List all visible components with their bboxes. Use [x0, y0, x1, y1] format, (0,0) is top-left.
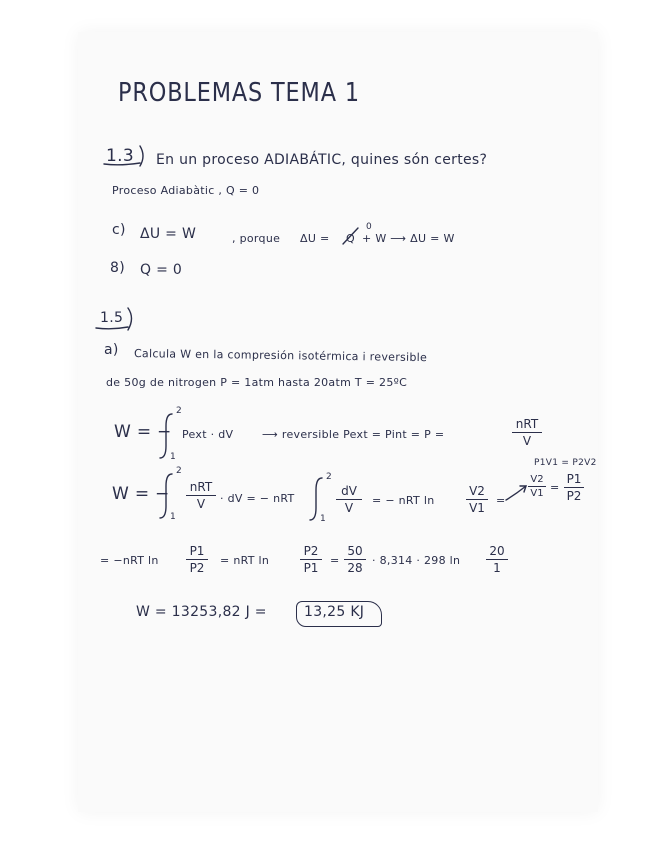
- result-line: W = 13253,82 J =: [136, 604, 267, 620]
- reversible-note: ⟶ reversible Pext = Pint = P =: [262, 428, 445, 441]
- option-c-porque: , porque: [232, 232, 281, 245]
- fraction-denominator: V1: [469, 501, 485, 515]
- fraction-numerator: V2: [530, 474, 544, 485]
- fraction-denominator: 28: [347, 561, 363, 575]
- w-line3-start: = −nRT ln: [100, 554, 159, 567]
- underline-1-5: [96, 327, 128, 329]
- side-arrow: [506, 486, 526, 500]
- fraction-numerator: P1: [566, 472, 582, 486]
- fraction-denominator: P2: [189, 561, 205, 575]
- w-line3-eq: =: [330, 554, 340, 567]
- problem-1-5-label: 1.5: [100, 310, 124, 326]
- problem-1-3-question: En un proceso ADIABÁTIC, quines són certes?: [156, 152, 488, 168]
- fraction-denominator: V: [344, 501, 354, 515]
- option-c-expl-part2: + W ⟶ ΔU = W: [362, 232, 455, 245]
- page-title: PROBLEMAS TEMA 1: [118, 78, 360, 108]
- fraction-numerator: 50: [347, 544, 363, 558]
- option-c-expl-part1: ΔU =: [300, 232, 330, 245]
- integral3-upper-limit: 2: [326, 472, 333, 482]
- fraction-numerator: nRT: [189, 480, 213, 494]
- fraction-numerator: dV: [341, 484, 357, 498]
- integral2-lower-limit: 1: [170, 512, 177, 522]
- underline-1-3: [104, 163, 140, 165]
- integral-sign-3: [310, 478, 322, 520]
- w-line3-values: · 8,314 · 298 ln: [372, 554, 461, 567]
- result-boxed-value: 13,25 KJ: [304, 604, 365, 620]
- fraction-numerator: V2: [469, 484, 485, 498]
- side-equals: =: [550, 481, 560, 494]
- fraction-denominator: P2: [566, 489, 582, 503]
- fraction-numerator: P2: [303, 544, 319, 558]
- integral-upper-limit: 2: [176, 406, 183, 416]
- w-line2-mid: · dV = − nRT: [220, 492, 295, 505]
- option-c-zero-mark: 0: [366, 222, 373, 232]
- fraction-denominator: 1: [493, 561, 501, 575]
- w-line2-start: W = −: [112, 484, 170, 504]
- option-b-equation: Q = 0: [140, 262, 183, 278]
- problem-1-5-line1: Calcula W en la compresión isotérmica i reversible: [133, 347, 428, 365]
- w-line2-eq: = − nRT ln: [372, 494, 435, 507]
- option-c-struck-q: Q: [346, 232, 355, 245]
- fraction-denominator: V: [196, 497, 206, 511]
- problem-1-3-line1: Proceso Adiabàtic , Q = 0: [112, 184, 260, 197]
- fraction-denominator: V: [522, 434, 532, 448]
- fraction-denominator: P1: [303, 561, 319, 575]
- fraction-numerator: 20: [489, 544, 505, 558]
- w-definition: W = −: [114, 422, 172, 442]
- option-c-label: c): [112, 222, 126, 238]
- integral-sign-1: [160, 414, 172, 458]
- option-c-equation: ΔU = W: [140, 226, 197, 242]
- integrand-pext: Pext · dV: [182, 428, 234, 441]
- option-b-label: 8): [110, 260, 125, 276]
- strike-q: [343, 228, 358, 244]
- w-line3-mid: = nRT ln: [220, 554, 270, 567]
- integral3-lower-limit: 1: [320, 514, 327, 524]
- problem-1-3-label: 1.3: [106, 146, 134, 166]
- option-a-label: a): [104, 342, 119, 358]
- problem-1-5-line2: de 50g de nitrogen P = 1atm hasta 20atm T = 25ºC: [106, 376, 408, 389]
- integral-sign-2: [160, 474, 172, 518]
- fraction-numerator: P1: [189, 544, 205, 558]
- fraction-denominator: V1: [530, 488, 544, 499]
- isothermal-relation: P1V1 = P2V2: [534, 458, 597, 468]
- integral-lower-limit: 1: [170, 452, 177, 462]
- fraction-numerator: nRT: [515, 417, 539, 431]
- w-line2-end: =: [496, 494, 506, 507]
- integral2-upper-limit: 2: [176, 466, 183, 476]
